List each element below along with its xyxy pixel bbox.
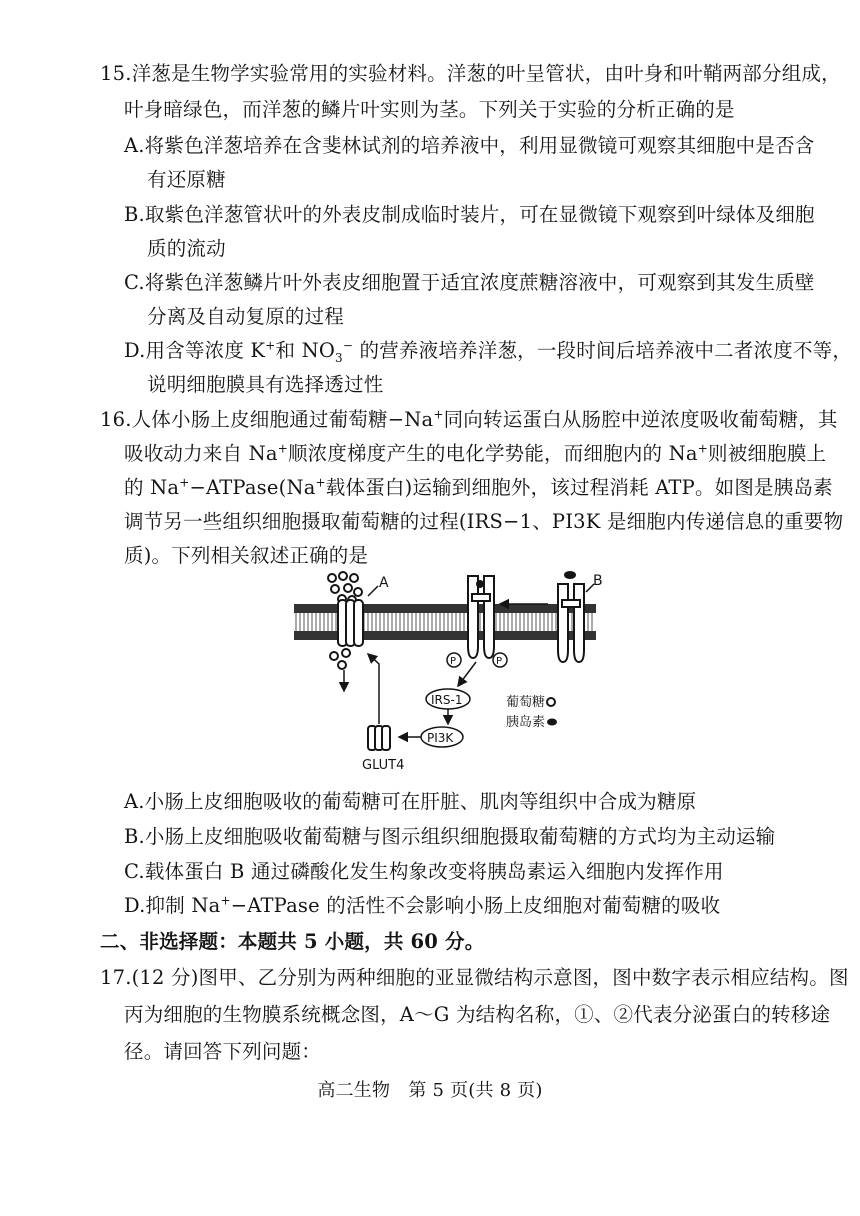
q16-stem-line-5: 质)。下列相关叙述正确的是 (124, 544, 369, 567)
page-footer: 高二生物 第 5 页(共 8 页) (317, 1080, 543, 1101)
insulin-molecule (564, 571, 576, 579)
legend-glucose-label: 葡萄糖 (506, 695, 546, 710)
q16-option-d: D.抑制 Na+−ATPase 的活性不会影响小肠上皮细胞对葡萄糖的吸收 (124, 893, 721, 917)
glucose-molecules-inside (330, 649, 350, 669)
svg-text:IRS-1: IRS-1 (431, 693, 463, 707)
glut4-vesicle (368, 726, 390, 750)
transporter-a (338, 600, 363, 646)
q16-stem-line-3: 的 Na+−ATPase(Na+载体蛋白)运输到细胞外，该过程消耗 ATP。如图是胰岛素 (124, 475, 833, 499)
label-a: A (379, 575, 389, 591)
q15-option-c-cont: 分离及自动复原的过程 (147, 305, 345, 328)
q15-option-c: C.将紫色洋葱鳞片叶外表皮细胞置于适宜浓度蔗糖溶液中，可观察到其发生质壁 (124, 271, 815, 294)
insulin-signaling-figure (286, 566, 606, 776)
q16-option-c: C.载体蛋白 B 通过磷酸化发生构象改变将胰岛素运入细胞内发挥作用 (124, 860, 724, 883)
q16-stem-line-2: 吸收动力来自 Na+顺浓度梯度产生的电化学势能，而细胞内的 Na+则被细胞膜上 (124, 441, 827, 465)
q17-stem-line-2: 丙为细胞的生物膜系统概念图，A～G 为结构名称，①、②代表分泌蛋白的转移途 (124, 1003, 831, 1026)
irs1-node (426, 689, 470, 709)
legend-insulin-symbol (547, 719, 557, 726)
q15-option-d-cont: 说明细胞膜具有选择透过性 (147, 373, 384, 396)
q16-stem-line-1: 16.人体小肠上皮细胞通过葡萄糖−Na+同向转运蛋白从肠腔中逆浓度吸收葡萄糖，其 (100, 407, 838, 431)
legend-insulin-label: 胰岛素 (506, 715, 546, 730)
q15-stem-line-2: 叶身暗绿色，而洋葱的鳞片叶实则为茎。下列关于实验的分析正确的是 (124, 98, 735, 121)
receptor-to-irs1-arrow (458, 662, 476, 686)
q17-stem-line-1: 17.(12 分)图甲、乙分别为两种细胞的亚显微结构示意图，图中数字表示相应结构。图 (100, 966, 849, 989)
legend (506, 694, 557, 730)
q17-stem-line-3: 径。请回答下列问题： (124, 1040, 322, 1063)
phosphate-group-right (493, 653, 507, 667)
q16-option-b: B.小肠上皮细胞吸收葡萄糖与图示组织细胞摄取葡萄糖的方式均为主动运输 (124, 825, 776, 848)
q15-option-a-cont: 有还原糖 (147, 168, 226, 191)
pi3k-node (421, 727, 463, 747)
q16-option-a: A.小肠上皮细胞吸收的葡萄糖可在肝脏、肌肉等组织中合成为糖原 (124, 790, 697, 813)
label-a-pointer (368, 586, 378, 596)
q15-option-b-cont: 质的流动 (147, 237, 226, 260)
section-two-heading: 二、非选择题：本题共 5 小题，共 60 分。 (100, 930, 485, 953)
glut4-translocation-arrow (368, 654, 379, 724)
legend-glucose-symbol (547, 698, 555, 706)
glut4-label: GLUT4 (362, 758, 405, 773)
phosphate-group-left (447, 653, 461, 667)
q16-stem-line-4: 调节另一些组织细胞摄取葡萄糖的过程(IRS−1、PI3K 是细胞内传递信息的重要物 (124, 510, 844, 533)
svg-text:P: P (450, 656, 457, 667)
label-b: B (593, 573, 603, 589)
q15-stem-line-1: 15.洋葱是生物学实验常用的实验材料。洋葱的叶呈管状，由叶身和叶鞘两部分组成， (100, 62, 841, 85)
q15-option-d: D.用含等浓度 K+和 $NO_3^-$ 的营养液培养洋葱，一段时间后培养液中二者浓度不等， (124, 338, 853, 365)
svg-text:PI3K: PI3K (427, 731, 454, 745)
svg-text:P: P (496, 656, 503, 667)
q15-option-a: A.将紫色洋葱培养在含斐林试剂的培养液中，利用显微镜可观察其细胞中是否含 (124, 134, 815, 157)
q15-option-b: B.取紫色洋葱管状叶的外表皮制成临时装片，可在显微镜下观察到叶绿体及细胞 (124, 203, 815, 226)
